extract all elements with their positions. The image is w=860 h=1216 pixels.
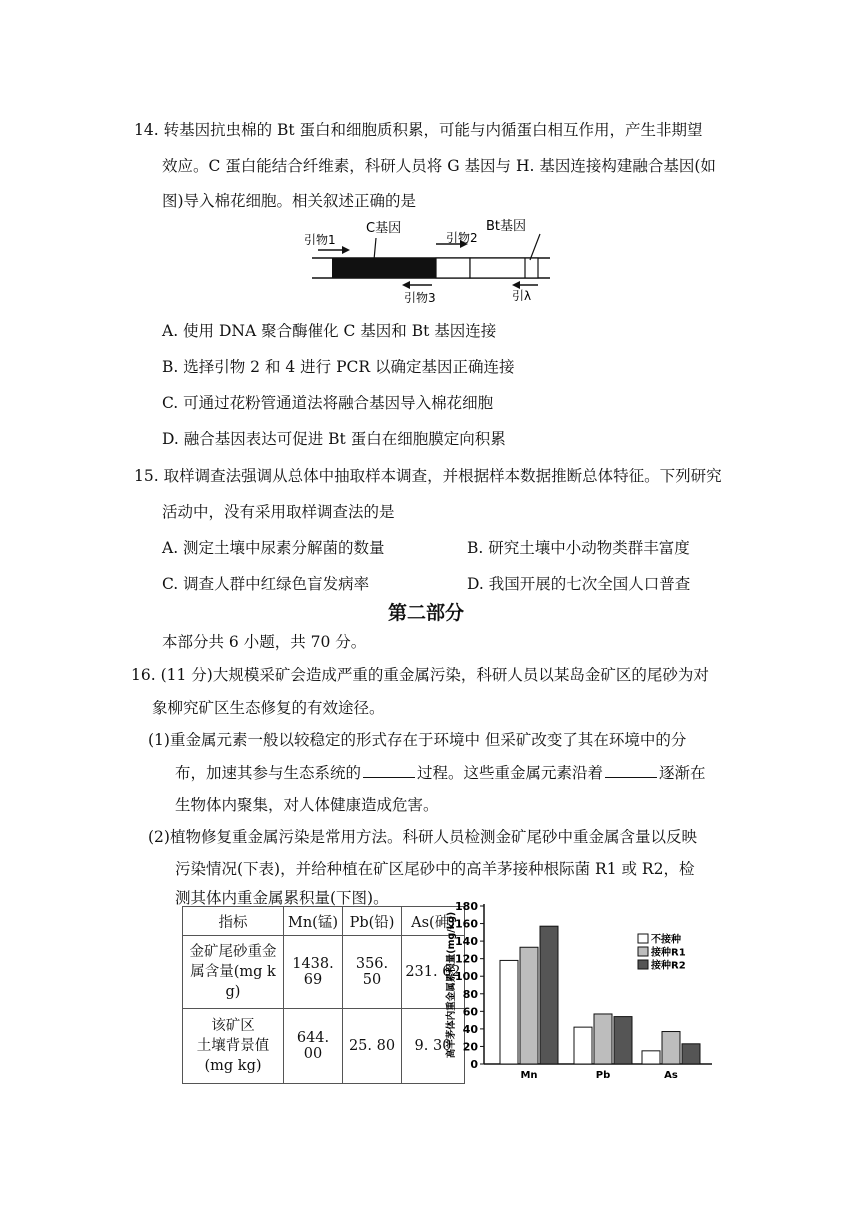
legend-label: 接种R1 [651,947,686,959]
q15-option-d: D. 我国开展的七次全国人口普查 [467,575,691,593]
answer-blank-2[interactable] [605,763,657,778]
row-label-part: 金矿尾砂重金 [189,944,277,960]
table-cell: 356. 50 [343,936,402,1009]
row-label-part: g) [225,984,241,1000]
q14-option-b: B. 选择引物 2 和 4 进行 PCR 以确定基因正确连接 [162,358,515,376]
x-tick-label: Mn [520,1070,538,1081]
table-header: Mn(锰) [284,907,343,936]
legend-swatch [638,934,648,943]
q16-part2-line3: 测其体内重金属累积量(下图)。 [175,889,389,907]
row-label-part: 属含量(mg k [190,964,276,980]
label-bt-gene: Bt基因 [486,219,527,234]
bar [540,926,558,1064]
y-tick-label: 140 [455,935,478,949]
q14-line2: 效应。C 蛋白能结合纤维素，科研人员将 G 基因与 H. 基因连接构建融合基因(如 [162,157,716,175]
part2-title: 第二部分 [388,602,465,624]
y-tick-label: 20 [462,1040,478,1054]
q15-line2: 活动中，没有采用取样调查法的是 [162,503,395,521]
bar [662,1032,680,1064]
table-header: Pb(铅) [343,907,402,936]
label-c-gene: C基因 [366,221,402,236]
y-tick-label: 160 [455,917,478,931]
q16-part1-line2 [175,763,706,783]
label-primer4: 引λ [512,289,532,303]
table-row-label [183,936,284,1009]
row-label-part: (mg kg) [204,1058,262,1074]
table-cell: 25. 80 [343,1009,402,1084]
q15-option-a: A. 测定土壤中尿素分解菌的数量 [162,539,385,557]
legend-label: 不接种 [651,934,681,946]
y-axis-label: 高羊茅体内重金属累积量(mg/kg) [446,911,457,1059]
chart-svg [444,898,716,1084]
x-tick-label: As [664,1070,678,1081]
accumulation-bar-chart [444,898,716,1088]
bar [682,1044,700,1064]
table-header-row [183,907,465,936]
legend-swatch [638,947,648,956]
x-tick-label: Pb [595,1070,611,1081]
table-cell: 1438. 69 [284,936,343,1009]
table-cell: 9. 30 [402,1009,465,1084]
q14-line1: 14. 转基因抗虫棉的 Bt 蛋白和细胞质积累，可能与内循蛋白相互作用，产生非期望 [134,121,703,139]
q14-option-a: A. 使用 DNA 聚合酶催化 C 基因和 Bt 基因连接 [162,322,497,340]
q16-part2-line2: 污染情况(下表)，并给种植在矿区尾砂中的高羊茅接种根际菌 R1 或 R2，检 [175,860,695,878]
fusion-gene-diagram [300,216,560,310]
bar [500,960,518,1064]
q14-line3: 图)导入棉花细胞。相关叙述正确的是 [162,192,417,210]
q16-part1-line1: (1)重金属元素一般以较稳定的形式存在于环境中 但采矿改变了其在环境中的分 [148,731,687,749]
y-tick-label: 80 [462,987,478,1001]
y-tick-label: 180 [455,900,478,913]
q15-option-c: C. 调查人群中红绿色盲发病率 [162,575,370,593]
bar [574,1027,592,1064]
heavy-metal-table [182,906,465,1084]
y-tick-label: 40 [462,1022,478,1036]
q14-option-c: C. 可通过花粉管通道法将融合基因导入棉花细胞 [162,394,494,412]
y-tick-label: 120 [455,952,478,966]
q16-part1-text-c: 逐渐在 [659,764,706,782]
y-tick-label: 0 [470,1058,478,1071]
label-primer1: 引物1 [304,233,336,247]
bar [520,947,538,1064]
table-cell: 231. 62 [402,936,465,1009]
y-tick-label: 100 [455,970,478,984]
bt-gene-block [470,258,538,278]
table-cell: 644. 00 [284,1009,343,1084]
answer-blank-1[interactable] [363,763,415,778]
table-header: 指标 [183,907,284,936]
row-label-part: 该矿区 [211,1018,255,1034]
bar [614,1017,632,1064]
q16-part1-text-b: 过程。这些重金属元素沿着 [417,764,604,782]
part2-intro: 本部分共 6 小题，共 70 分。 [162,633,367,651]
table-row [183,936,465,1009]
q16-part1-text-a: 布，加速其参与生态系统的 [175,764,362,782]
legend-swatch [638,960,648,969]
q16-line2: 象柳究矿区生态修复的有效途径。 [152,699,385,717]
q15-option-b: B. 研究土壤中小动物类群丰富度 [467,539,690,557]
label-primer2: 引物2 [446,231,478,245]
bar [594,1014,612,1064]
q15-line1: 15. 取样调查法强调从总体中抽取样本调查，并根据样本数据推断总体特征。下列研究 [134,467,722,485]
table-row-label [183,1009,284,1084]
table-header: As(砷) [402,907,465,936]
q14-option-d: D. 融合基因表达可促进 Bt 蛋白在细胞膜定向积累 [162,430,506,448]
legend-label: 接种R2 [651,960,686,972]
c-gene-block [332,258,436,278]
label-primer3: 引物3 [404,291,436,305]
table-row [183,1009,465,1084]
q16-line1: 16. (11 分)大规模采矿会造成严重的重金属污染，科研人员以某岛金矿区的尾砂为对 [131,666,709,684]
bar [642,1051,660,1064]
q16-part2-line1: (2)植物修复重金属污染是常用方法。科研人员检测金矿尾砂中重金属含量以反映 [148,828,697,846]
q16-part1-line3: 生物体内聚集，对人体健康造成危害。 [175,796,439,814]
row-label-part: 土壤背景值 [196,1038,270,1054]
y-tick-label: 60 [462,1005,478,1019]
